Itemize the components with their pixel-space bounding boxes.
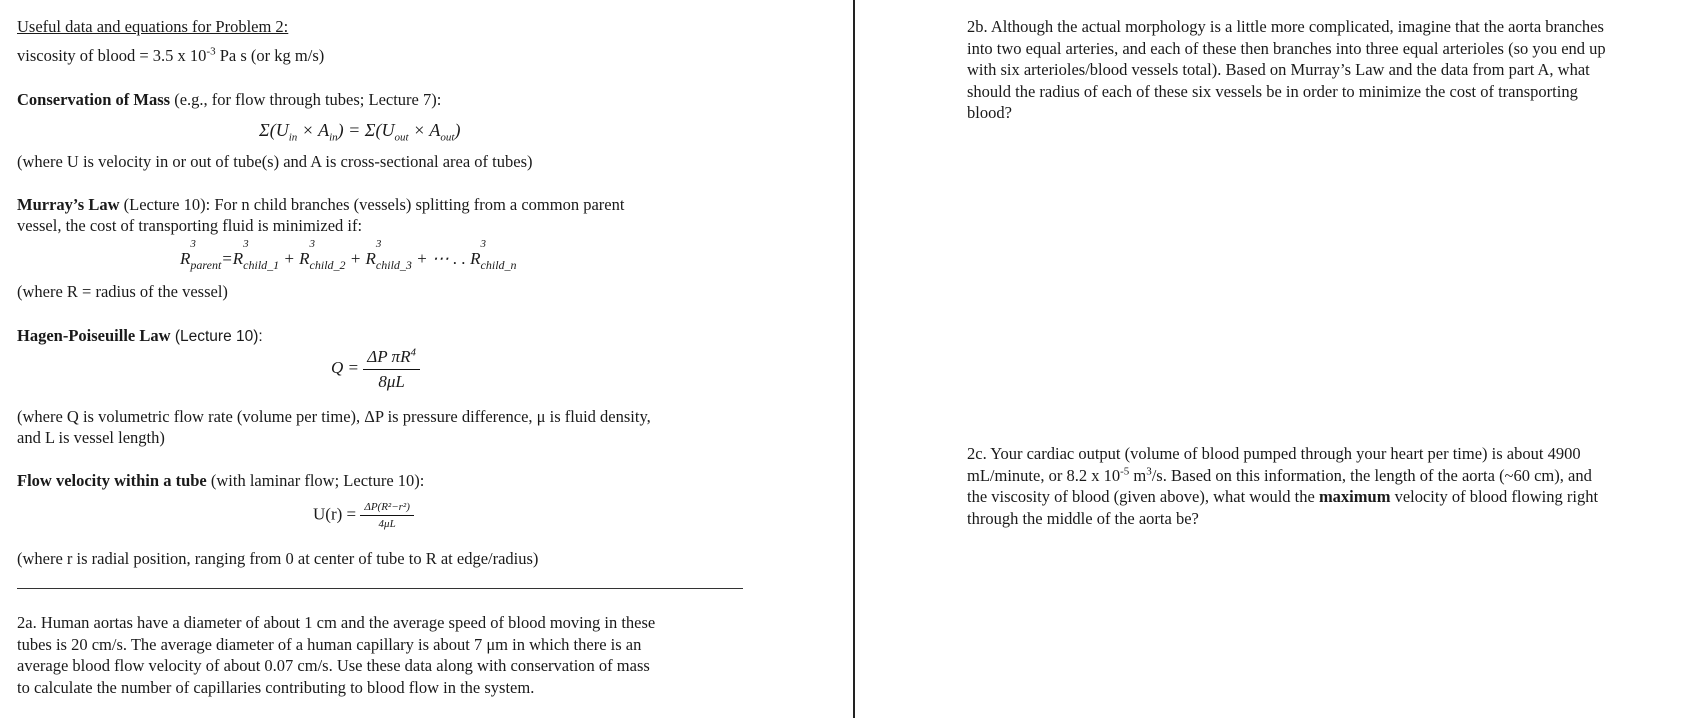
murray-eq-exp: 3 (190, 238, 196, 250)
velocity-note: (where r is radial position, ranging from 0 at center of tube to R at edge/radius) (17, 549, 539, 568)
hagen-eq-num-text: ΔP πR (367, 347, 411, 366)
murray-note: (where R = radius of the vessel) (17, 282, 228, 301)
mass-title: Conservation of Mass (17, 90, 171, 109)
murray-eq-sub: child_2 (309, 258, 346, 272)
velocity-eq-lhs: U(r) = (313, 504, 357, 524)
mass-eq-part: × A (408, 120, 441, 140)
q2b-line: blood? (967, 103, 1012, 122)
q2b-line: into two equal arteries, and each of these then branches into three equal arterioles (so you end up (967, 38, 1606, 58)
q2c-text (967, 443, 1598, 529)
q2c-line-2-c: /s. Based on this information, the length of the aorta (~60 cm), and (1151, 465, 1592, 485)
hagen-eq-numerator (363, 346, 420, 370)
murray-eq-equals: = (221, 249, 233, 268)
viscosity-line (17, 45, 324, 67)
murray-eq-plus: + (345, 249, 366, 268)
q2a-line: 2a. Human aortas have a diameter of about 1 cm and the average speed of blood moving in these (17, 613, 656, 632)
murray-eq-sub: child_3 (375, 258, 412, 272)
mass-eq-part: Σ(U (259, 120, 289, 140)
velocity-equation (313, 500, 414, 531)
q2c-exp: -5 (1120, 465, 1130, 477)
velocity-eq-numerator: ΔP(R²−r²) (360, 500, 414, 516)
murray-eq-sub: child_n (480, 258, 517, 272)
mass-heading (17, 89, 441, 111)
murray-eq-r: R (365, 249, 376, 268)
viscosity-prefix: viscosity of blood = 3.5 x 10 (17, 46, 207, 65)
murray-eq-plus: + (279, 249, 300, 268)
q2a-line: to calculate the number of capillaries contributing to blood flow in the system. (17, 677, 535, 697)
q2b-line: with six arterioles/blood vessels total). Based on Murray’s Law and the data from part A, what (967, 60, 1590, 79)
murray-title: Murray’s Law (17, 195, 120, 214)
hagen-note-2: and L is vessel length) (17, 428, 165, 447)
hagen-title: Hagen-Poiseuille Law (17, 326, 171, 345)
q2a-line: average blood flow velocity of about 0.07 cm/s. Use these data along with conservation of mass (17, 656, 650, 675)
q2c-line-2-b: m (1129, 465, 1147, 485)
velocity-title: Flow velocity within a tube (17, 471, 207, 490)
mass-eq-sub: in (329, 131, 338, 144)
q2b-line: 2b. Although the actual morphology is a little more complicated, imagine that the aorta branches (967, 17, 1604, 36)
hagen-eq-num-exp: 4 (410, 346, 416, 359)
murray-heading (17, 194, 624, 216)
q2c-exp-2: 3 (1146, 465, 1152, 477)
q2c-line-2 (967, 465, 1598, 487)
mass-eq-part: ) (454, 120, 461, 140)
murray-eq-r: R (470, 249, 481, 268)
hagen-equation (331, 346, 420, 392)
mass-eq-sub: out (440, 131, 455, 144)
murray-eq-exp: 3 (243, 238, 249, 250)
mass-eq-sub: in (288, 131, 298, 144)
hagen-eq-denominator: 8μL (378, 371, 405, 391)
hagen-eq-fraction (363, 346, 420, 392)
murray-eq-sub: child_1 (243, 258, 280, 272)
murray-eq-sub: parent (190, 258, 222, 272)
q2c-line-3 (967, 486, 1598, 508)
murray-eq-dots: + ⋯ . . (411, 249, 471, 268)
mass-equation (259, 120, 460, 142)
mass-note: (where U is velocity in or out of tube(s) and A is cross-sectional area of tubes) (17, 152, 533, 171)
q2b-line: should the radius of each of these six vessels be in order to minimize the cost of transporting (967, 81, 1578, 101)
murray-title-rest: (Lecture 10): For n child branches (vessels) splitting from a common parent (119, 195, 625, 214)
murray-eq-r: R (299, 249, 310, 268)
murray-equation (180, 238, 517, 272)
q2c-line-3-a: the viscosity of blood (given above), what would the (967, 487, 1319, 506)
murray-eq-exp: 3 (480, 238, 487, 250)
murray-eq-r: R (180, 249, 191, 268)
murray-eq-exp: 3 (309, 238, 316, 250)
column-divider (853, 0, 855, 718)
hagen-eq-lhs: Q = (331, 357, 359, 377)
murray-eq-exp: 3 (375, 238, 382, 250)
hagen-note-1: (where Q is volumetric flow rate (volume per time), ΔP is pressure difference, μ is fluid density, (17, 407, 651, 426)
q2c-line-2-a: mL/minute, or 8.2 x 10 (967, 465, 1121, 485)
q2a-line: tubes is 20 cm/s. The average diameter of a human capillary is about 7 μm in which there is an (17, 634, 642, 654)
mass-eq-part: × A (297, 120, 330, 140)
velocity-heading (17, 470, 424, 492)
velocity-title-rest: (with laminar flow; Lecture 10): (206, 471, 425, 490)
murray-eq-r: R (232, 249, 244, 268)
viscosity-suffix: Pa s (or kg m/s) (215, 46, 325, 65)
velocity-eq-denominator: 4μL (378, 518, 396, 530)
q2a-text (17, 612, 655, 698)
q2c-line-1: 2c. Your cardiac output (volume of blood pumped through your heart per time) is about 4900 (967, 444, 1581, 463)
murray-line2: vessel, the cost of transporting fluid is minimized if: (17, 216, 363, 235)
mass-title-rest: (e.g., for flow through tubes; Lecture 7): (170, 90, 442, 109)
q2c-line-3-b: velocity of blood flowing right (1390, 487, 1599, 506)
hagen-heading (17, 325, 263, 348)
section-divider (17, 588, 743, 589)
heading: Useful data and equations for Problem 2: (17, 17, 289, 36)
mass-eq-sub: out (394, 131, 409, 144)
velocity-eq-fraction (360, 500, 414, 531)
q2c-line-4: through the middle of the aorta be? (967, 508, 1199, 528)
q2b-text (967, 16, 1606, 124)
viscosity-exponent: -3 (206, 45, 216, 58)
mass-eq-part: ) = Σ(U (337, 120, 395, 140)
q2c-maximum: maximum (1318, 487, 1391, 506)
hagen-title-rest: (Lecture 10): (170, 328, 263, 345)
